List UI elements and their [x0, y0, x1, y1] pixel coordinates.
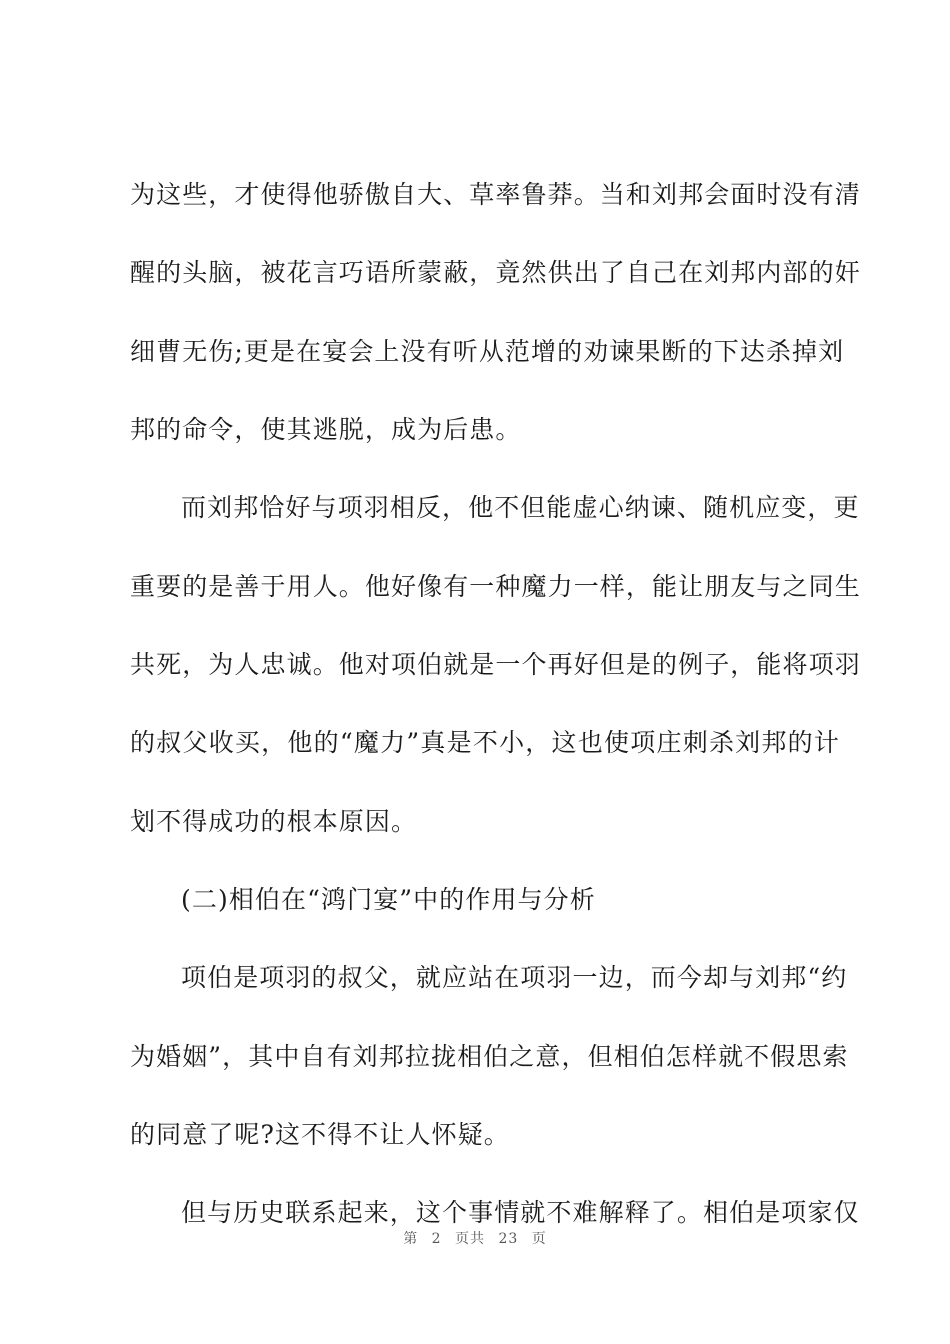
text-line: 为婚姻”，其中自有刘邦拉拢相伯之意，但相伯怎样就不假思索	[130, 1042, 849, 1071]
paragraph-first-line: 项伯是项羽的叔父，就应站在项羽一边，而今却与刘邦“约	[181, 963, 848, 992]
text-line: 重要的是善于用人。他好像有一种魔力一样，能让朋友与之同生	[130, 572, 861, 601]
text-line: 共死，为人忠诚。他对项伯就是一个再好但是的例子，能将项羽	[130, 650, 861, 679]
text-line: 邦的命令，使其逃脱，成为后患。	[130, 415, 522, 444]
text-line: 细曹无伤;更是在宴会上没有听从范增的劝谏果断的下达杀掉刘	[130, 337, 845, 366]
text-line: 划不得成功的根本原因。	[130, 807, 418, 836]
paragraph-first-line: 但与历史联系起来，这个事情就不难解释了。相伯是项家仅	[181, 1198, 860, 1227]
text-line: 醒的头脑，被花言巧语所蒙蔽，竟然供出了自己在刘邦内部的奸	[130, 258, 861, 287]
text-line: 的同意了呢?这不得不让人怀疑。	[130, 1120, 510, 1149]
paragraph-first-line: 而刘邦恰好与项羽相反，他不但能虚心纳谏、随机应变，更	[181, 493, 860, 522]
text-line: 的叔父收买，他的“魔力”真是不小，这也使项庄刺杀刘邦的计	[130, 728, 840, 757]
page-number-footer: 第 2 页共 23 页	[403, 1231, 547, 1247]
text-line: 为这些，才使得他骄傲自大、草率鲁莽。当和刘邦会面时没有清	[130, 180, 861, 209]
section-heading: (二)相伯在“鸿门宴”中的作用与分析	[181, 885, 596, 914]
